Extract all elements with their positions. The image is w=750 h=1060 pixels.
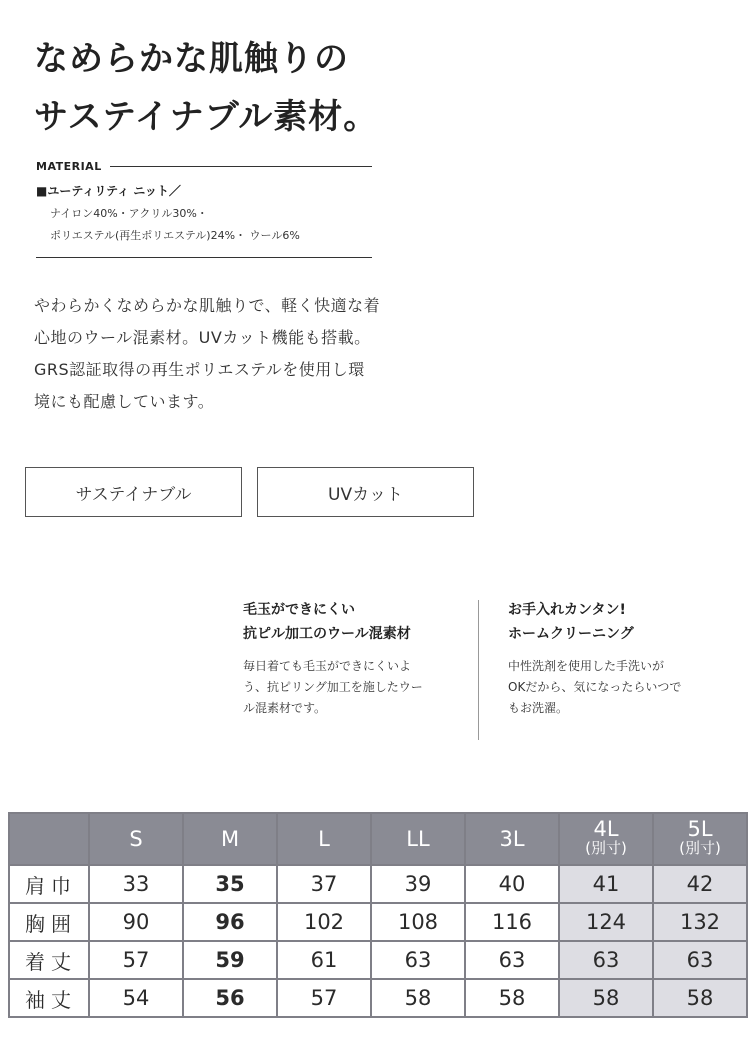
table-cell: 58 <box>560 980 652 1016</box>
table-cell: 102 <box>278 904 370 940</box>
table-cell: 63 <box>372 942 464 978</box>
row-label-sleeve: 袖丈 <box>10 980 88 1016</box>
table-row <box>10 866 746 902</box>
material-composition-1: ナイロン40%・アクリル30%・ <box>50 207 208 220</box>
feature-body-line: もお洗濯。 <box>508 701 569 715</box>
description-line-4: 境にも配慮しています。 <box>34 392 215 411</box>
table-cell: 96 <box>184 904 276 940</box>
size-header-corner <box>10 814 88 864</box>
table-cell: 58 <box>654 980 746 1016</box>
row-label-shoulder: 肩巾 <box>10 866 88 902</box>
row-label-length: 着丈 <box>10 942 88 978</box>
headline-line-1: なめらかな肌触りの <box>34 39 349 79</box>
table-cell: 54 <box>90 980 182 1016</box>
tag-uv-cut: UVカット <box>257 467 474 517</box>
feature-body-line: 中性洗剤を使用した手洗いが <box>508 659 665 673</box>
size-extra-note: (別寸) <box>679 839 721 857</box>
feature-body-line: う、抗ピリング加工を施したウー <box>243 680 423 694</box>
row-label-chest: 胸囲 <box>10 904 88 940</box>
table-cell: 37 <box>278 866 370 902</box>
table-cell: 35 <box>184 866 276 902</box>
table-cell: 63 <box>560 942 652 978</box>
feature-title-line-1: お手入れカンタン! <box>508 602 626 618</box>
feature-home-cleaning <box>508 598 733 719</box>
product-description <box>34 290 380 418</box>
size-header-m: M <box>184 814 276 864</box>
table-cell: 56 <box>184 980 276 1016</box>
table-cell: 42 <box>654 866 746 902</box>
table-cell: 33 <box>90 866 182 902</box>
headline-line-2: サステイナブル素材。 <box>34 97 379 137</box>
size-header-ll: LL <box>372 814 464 864</box>
table-cell: 41 <box>560 866 652 902</box>
tag-sustainable: サステイナブル <box>25 467 242 517</box>
table-cell: 58 <box>372 980 464 1016</box>
feature-title-line-1: 毛玉ができにくい <box>243 602 355 618</box>
feature-title-line-2: 抗ピル加工のウール混素材 <box>243 626 411 642</box>
feature-body-line: ル混素材です。 <box>243 701 327 715</box>
table-row <box>10 942 746 978</box>
description-line-1: やわらかくなめらかな肌触りで、軽く快適な着 <box>34 296 381 315</box>
table-cell: 124 <box>560 904 652 940</box>
size-label: 5L <box>687 817 713 841</box>
feature-anti-pilling <box>243 598 468 719</box>
table-row <box>10 904 746 940</box>
material-name: ■ユーティリティ ニット／ <box>36 184 181 198</box>
feature-body <box>508 656 733 719</box>
table-cell: 58 <box>466 980 558 1016</box>
table-cell: 57 <box>90 942 182 978</box>
table-row <box>10 980 746 1016</box>
material-bottom-divider <box>36 257 372 258</box>
material-label: MATERIAL <box>36 160 102 173</box>
feature-body-line: 毎日着ても毛玉ができにくいよ <box>243 659 412 673</box>
material-section <box>36 160 372 258</box>
table-cell: 63 <box>654 942 746 978</box>
feature-divider <box>478 600 479 740</box>
feature-body <box>243 656 468 719</box>
material-divider <box>110 166 372 167</box>
table-cell: 90 <box>90 904 182 940</box>
table-cell: 132 <box>654 904 746 940</box>
table-cell: 57 <box>278 980 370 1016</box>
table-cell: 63 <box>466 942 558 978</box>
table-cell: 39 <box>372 866 464 902</box>
headline <box>34 30 378 146</box>
table-cell: 116 <box>466 904 558 940</box>
size-header-l: L <box>278 814 370 864</box>
size-header-row <box>10 814 746 864</box>
description-line-2: 心地のウール混素材。UVカット機能も搭載。 <box>34 328 371 347</box>
description-line-3: GRS認証取得の再生ポリエステルを使用し環 <box>34 360 365 379</box>
table-cell: 59 <box>184 942 276 978</box>
size-extra-note: (別寸) <box>585 839 627 857</box>
size-header-3l: 3L <box>466 814 558 864</box>
material-header <box>36 160 372 173</box>
feature-title-line-2: ホームクリーニング <box>508 626 634 642</box>
feature-body-line: OKだから、気になったらいつで <box>508 680 682 694</box>
table-cell: 108 <box>372 904 464 940</box>
table-cell: 61 <box>278 942 370 978</box>
material-composition-2: ポリエステル(再生ポリエステル)24%・ ウール6% <box>50 229 300 242</box>
size-label: 4L <box>593 817 619 841</box>
table-cell: 40 <box>466 866 558 902</box>
size-header-5l <box>654 814 746 864</box>
size-table <box>8 812 748 1018</box>
size-header-4l <box>560 814 652 864</box>
size-header-s: S <box>90 814 182 864</box>
